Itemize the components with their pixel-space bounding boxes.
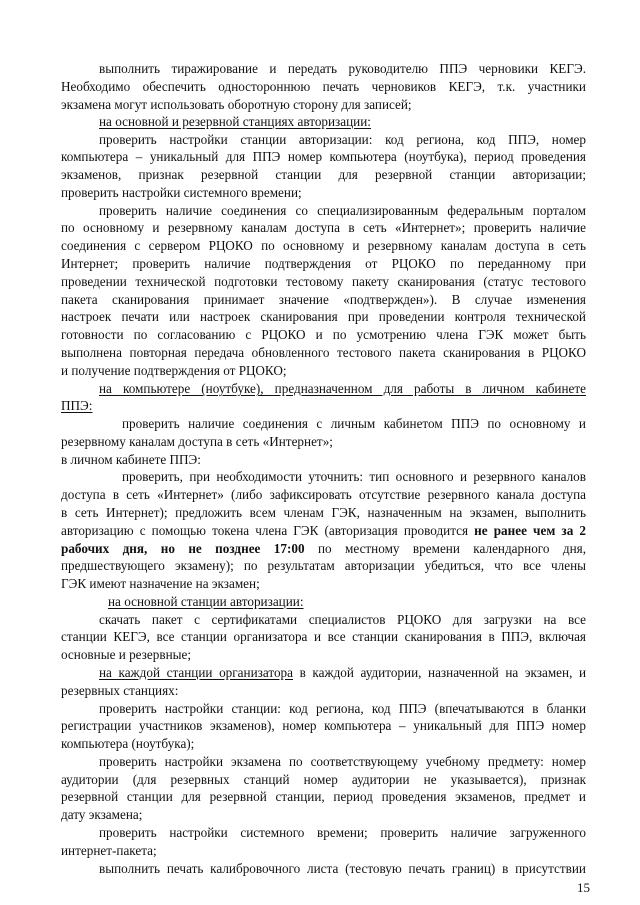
text-line: проверить наличие соединения со специализированным федеральным порталом — [99, 203, 586, 218]
text-line: дату экзамена; — [61, 807, 143, 822]
text-line: экзамена могут использовать оборотную сторону для записей; — [61, 97, 412, 112]
text-line: соединения с сервером РЦОКО по основному и резервному каналам доступа в сеть — [61, 238, 586, 253]
text-line: проверить наличие соединения с личным кабинетом ППЭ по основному и — [122, 416, 586, 431]
text-line: Необходимо обеспечить одностороннюю печать черновиков КЕГЭ, т.к. участники — [61, 79, 586, 94]
text-line: ГЭК имеют назначение на экзамен; — [61, 576, 260, 591]
text-line: проверить настройки экзамена по соответствующему учебному предмету: номер — [99, 754, 586, 769]
text-line: проверить настройки системного времени; — [61, 185, 302, 200]
text-line: авторизацию с помощью токена члена ГЭК (авторизация проводится не ранее чем за 2 — [61, 523, 587, 538]
text-line: проведении технической подготовки тестовому пакету сканирования (статус тестового — [61, 274, 586, 289]
text-line: выполнена повторная передача обновленного тестового пакета сканирования в РЦОКО — [61, 345, 586, 360]
section-heading: на компьютере (ноутбуке), предназначенном для работы в личном кабинете — [99, 381, 586, 396]
text-line: проверить настройки станции: код региона, код ППЭ (впечатываются в бланки — [99, 701, 586, 716]
section-heading-end: ППЭ: — [61, 398, 93, 413]
text-line: регистрации участников экзаменов), номер компьютера – уникальный для ППЭ номер — [61, 718, 586, 733]
text-line: экзаменов, признак резервной станции для резервной станции авторизации; — [61, 167, 586, 182]
text-line: по основному и резервному каналам доступа в сеть «Интернет»; проверить наличие — [61, 220, 586, 235]
text-line: компьютера – уникальный для ППЭ номер компьютера (ноутбука), период проведения — [61, 149, 586, 164]
text-line: выполнить печать калибровочного листа (тестовую печать границ) в присутствии — [99, 861, 586, 876]
text-line: готовности по согласованию с РЦОКО и по усмотрению члена ГЭК может быть — [61, 327, 586, 342]
text-line: пакета сканирования принимает значение «подтвержден»). В случае изменения — [61, 292, 586, 307]
section-heading: на каждой станции организатора в каждой аудитории, назначенной на экзамен, и — [99, 665, 587, 680]
text-line: проверить настройки системного времени; проверить наличие загруженного — [99, 825, 586, 840]
text-line: и получение подтверждения от РЦОКО; — [61, 363, 287, 378]
text-line: резервному каналам доступа в сеть «Интернет»; — [61, 434, 333, 449]
text-line: скачать пакет с сертификатами специалистов РЦОКО для загрузки на все — [99, 612, 586, 627]
text-line: выполнить тиражирование и передать руководителю ППЭ черновики КЕГЭ. — [99, 61, 586, 76]
text-line: в личном кабинете ППЭ: — [61, 452, 201, 467]
text-line: рабочих дня, но не позднее 17:00 по местному времени календарного дня, — [61, 541, 586, 556]
text-line: проверить настройки станции авторизации: код региона, код ППЭ, номер — [99, 132, 586, 147]
text-line: резервных станциях: — [61, 683, 179, 698]
text-line: доступа в сеть «Интернет» (либо зафиксировать отсутствие резервного канала доступа — [61, 487, 586, 502]
page-number: 15 — [577, 880, 590, 895]
text-line: интернет-пакета; — [61, 843, 157, 858]
text-line: основные и резервные; — [61, 647, 192, 662]
section-heading: на основной станции авторизации: — [108, 594, 304, 609]
text-line: компьютера (ноутбука); — [61, 736, 195, 751]
text-line: Интернет; проверить наличие подтверждения от РЦОКО по переданному при — [61, 256, 586, 271]
text-line: предшествующего экзамену); по результатам авторизации убедиться, что все члены — [61, 558, 586, 573]
text-line: в сеть Интернет); предложить всем членам ГЭК, назначенным на экзамен, выполнить — [61, 505, 586, 520]
text-line: проверить, при необходимости уточнить: тип основного и резервного каналов — [122, 469, 586, 484]
text-line: настроек печати или настроек сканирования при проведении контроля технической — [61, 309, 586, 324]
text-line: резервной станции для резервной станции, период проведения экзаменов, предмет и — [61, 789, 586, 804]
section-heading: на основной и резервной станциях авторизации: — [99, 114, 371, 129]
text-line: аудитории (для резервных станций номер аудитории не указывается), признак — [61, 772, 586, 787]
text-line: станции КЕГЭ, все станции организатора и все станции сканирования в ППЭ, включая — [61, 629, 586, 644]
